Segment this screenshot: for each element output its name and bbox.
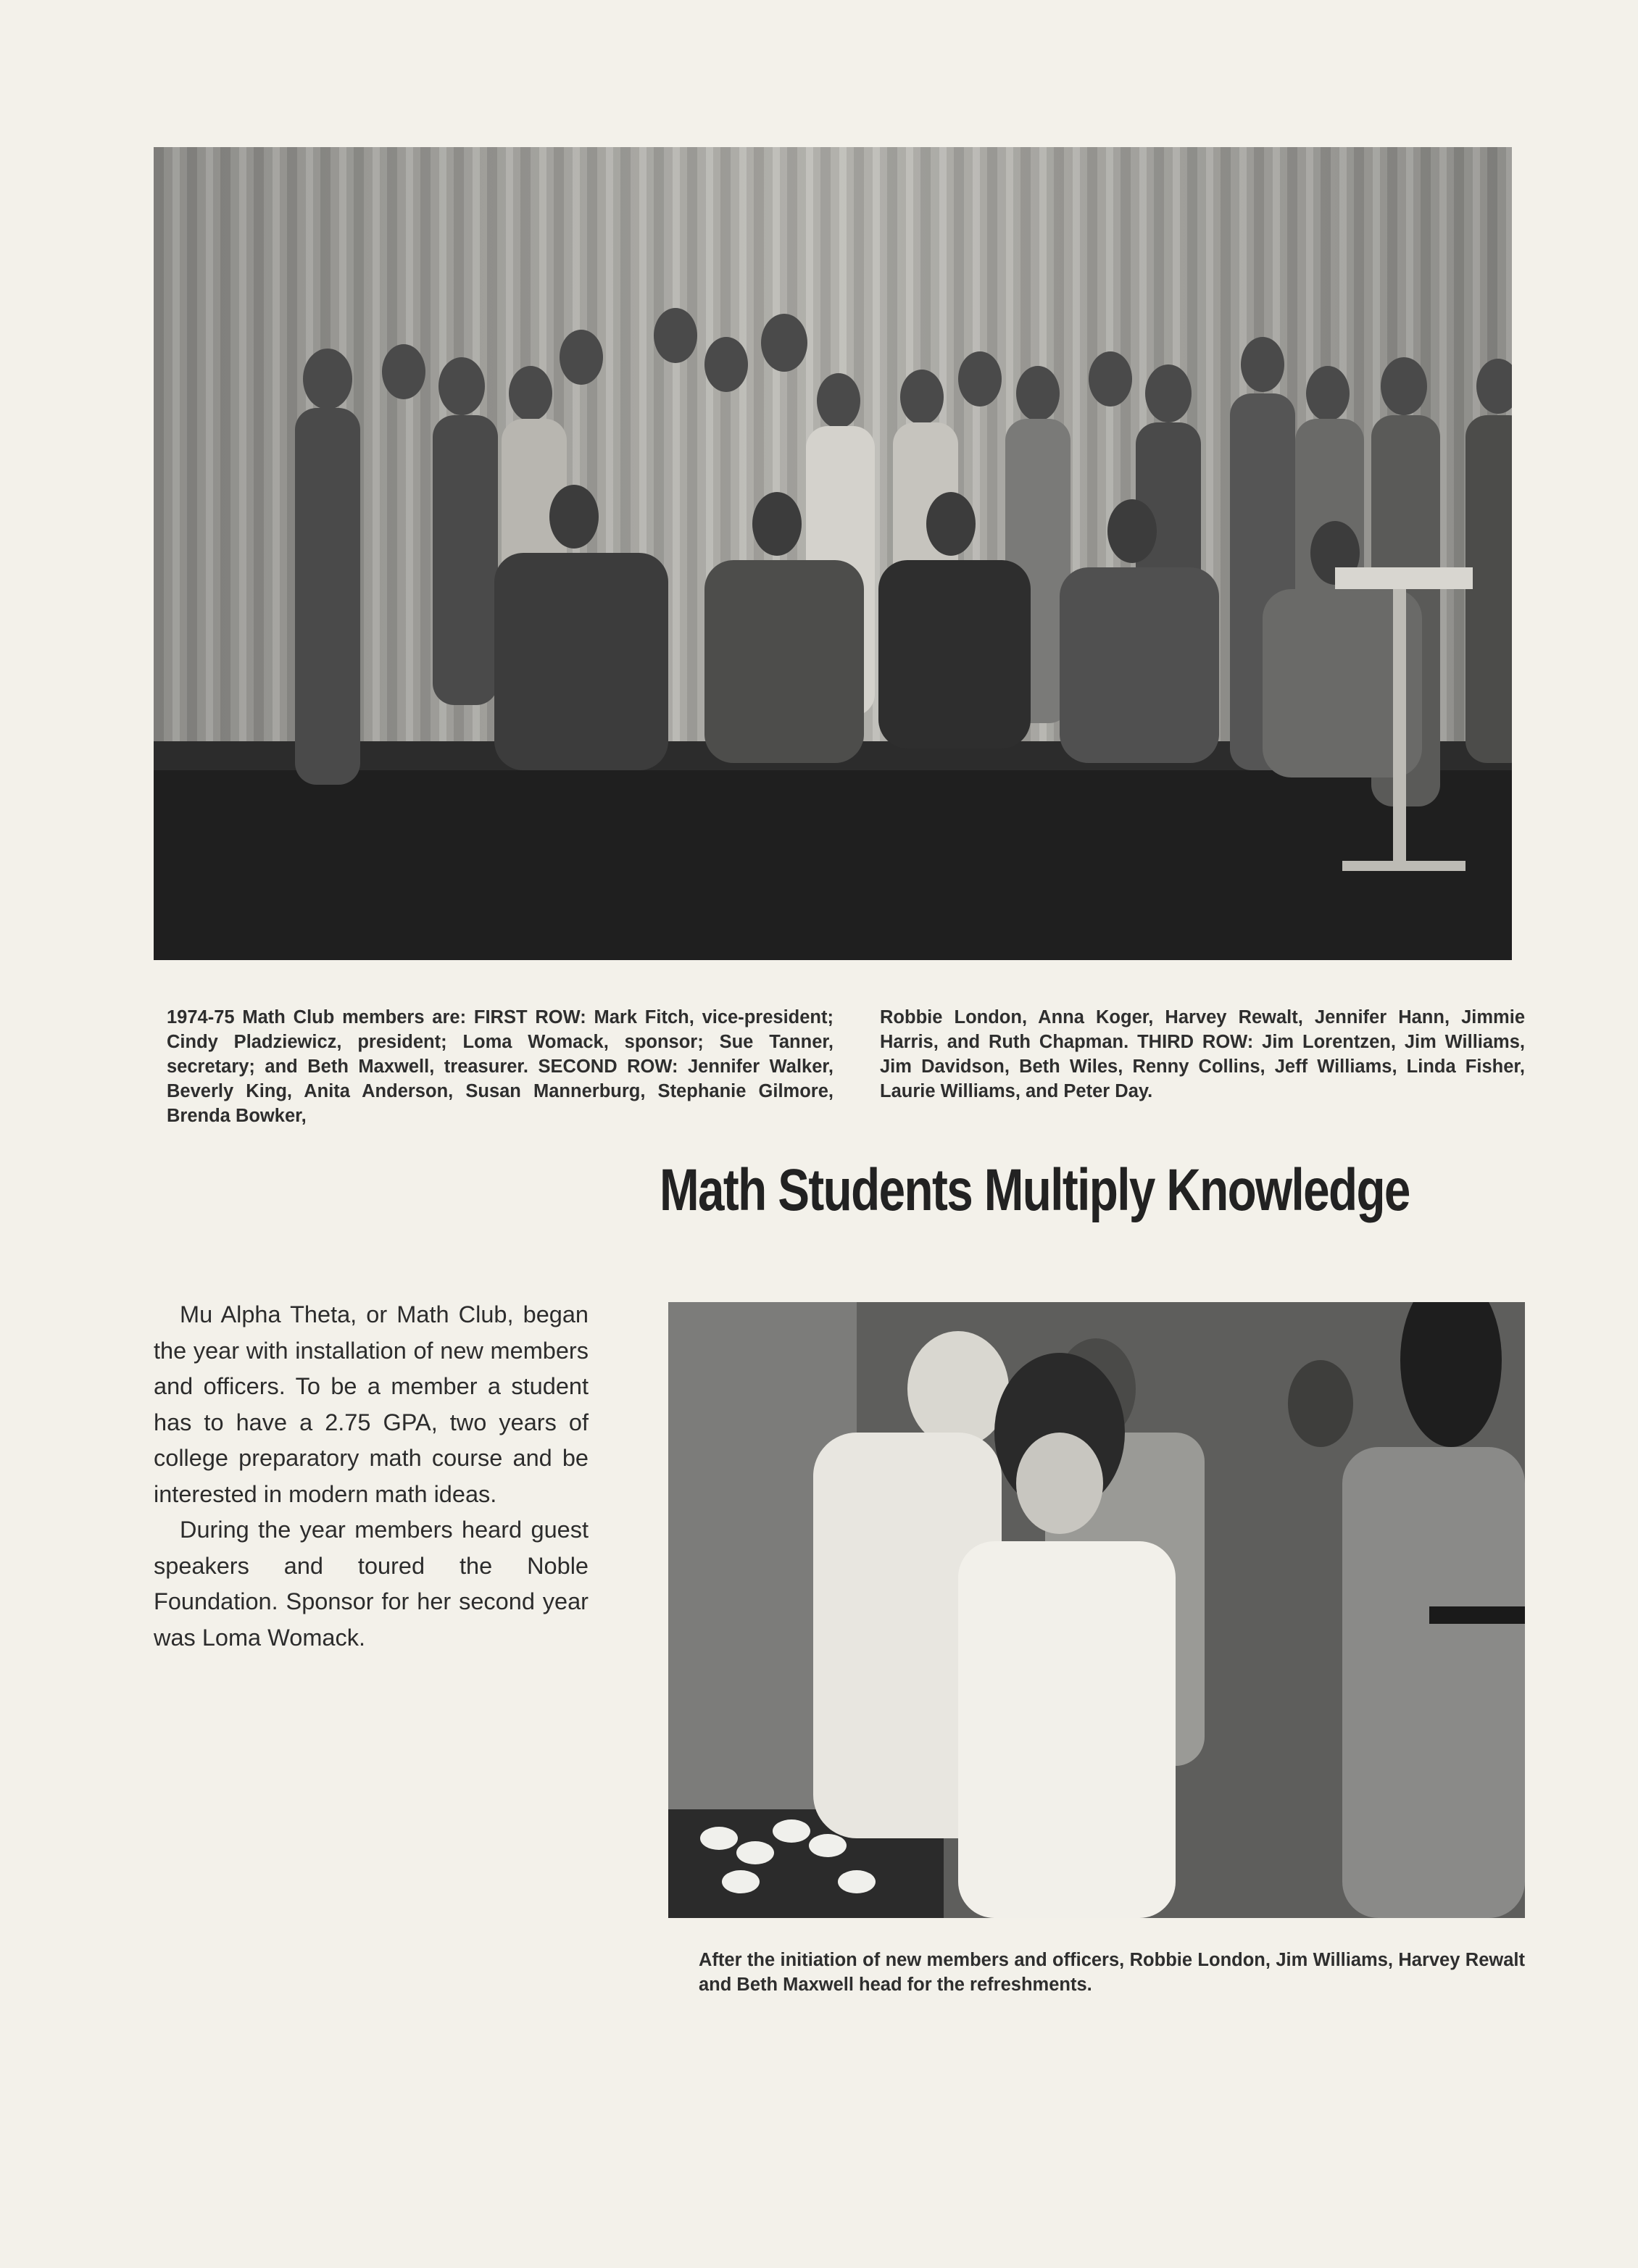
group-photo-image [154, 147, 1512, 960]
group-photo [154, 147, 1512, 960]
group-photo-caption-left: 1974-75 Math Club members are: FIRST ROW: Mark Fitch, vice-president; Cindy Pladziewicz, president; Loma Womack, sponsor; Sue Tanner, secretary; and Beth Maxwell, treasurer. SECOND ROW: Jennifer Walker, Beverly King, Anita Anderson, Susan Mannerburg, Stephanie Gilmore, Brenda Bowker, [167, 1007, 833, 1126]
initiation-photo-caption: After the initiation of new members and officers, Robbie London, Jim Williams, Harvey Rewalt and Beth Maxwell head for the refreshments. [699, 1950, 1525, 1995]
article-paragraph: During the year members heard guest speakers and toured the Noble Foundation. Sponsor for her second year was Loma Womack. [154, 1517, 589, 1651]
initiation-photo [668, 1302, 1525, 1918]
group-photo-caption-right: Robbie London, Anna Koger, Harvey Rewalt, Jennifer Hann, Jimmie Harris, and Ruth Chapman. THIRD ROW: Jim Lorentzen, Jim Williams, Jim Davidson, Beth Wiles, Renny Collins, Jeff Williams, Linda Fisher, Laurie Williams, and Peter Day. [880, 1007, 1525, 1101]
initiation-photo-image [668, 1302, 1525, 1918]
page-title: Math Students Multiply Knowledge [660, 1157, 1410, 1223]
article-paragraph: Mu Alpha Theta, or Math Club, began the year with installation of new members and officers. To be a member a student has to have a 2.75 GPA, two years of college preparatory math course and be interested in modern math ideas. [154, 1301, 589, 1507]
article-body [154, 1297, 589, 1656]
